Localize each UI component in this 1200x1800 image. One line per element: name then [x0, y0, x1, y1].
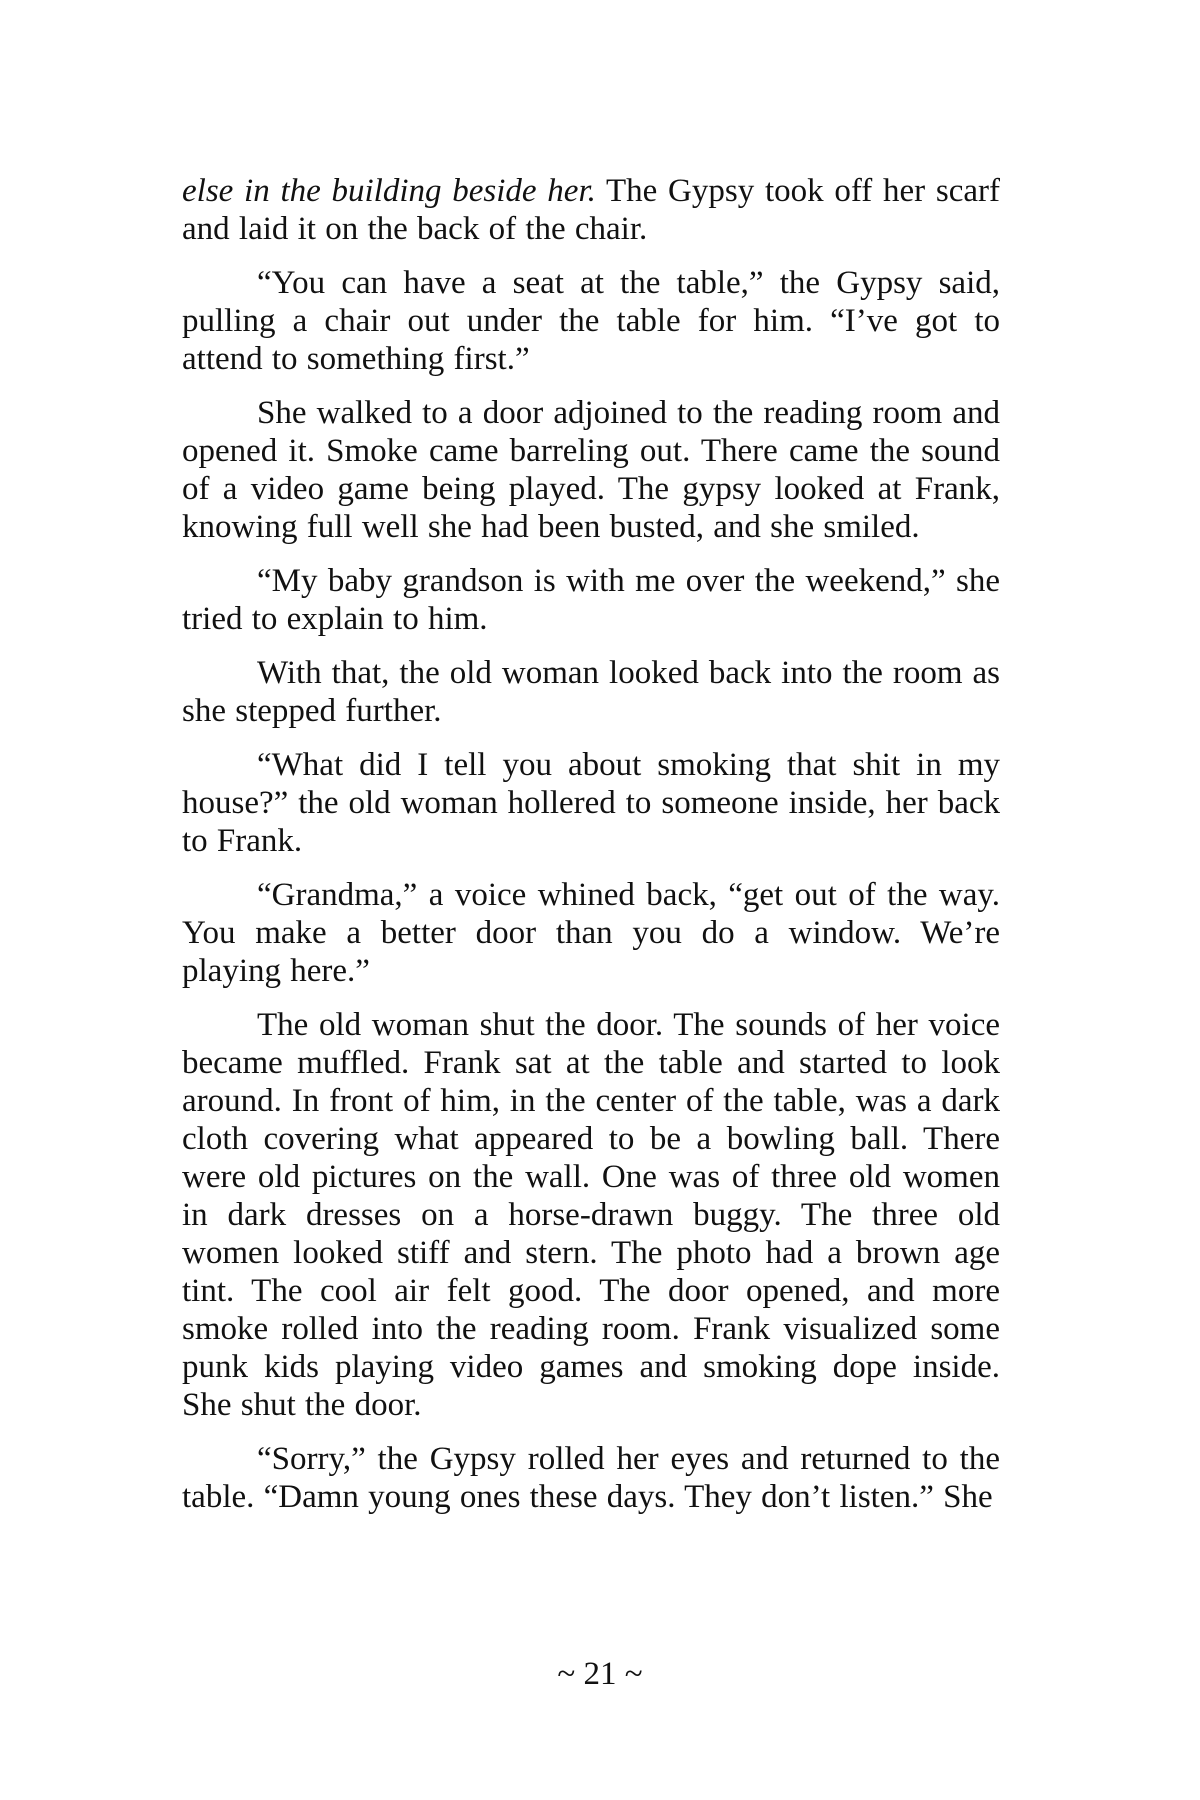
text-segment: With that, the old woman looked back into the room as she stepped further.: [182, 655, 1000, 729]
paragraph: [182, 394, 1000, 546]
paragraph: [182, 1006, 1000, 1424]
text-segment: She walked to a door adjoined to the reading room and opened it. Smoke came barreling out. There came the sound of a video game being played. The gypsy looked at Frank, knowing full well she had been busted, and she smiled.: [182, 395, 1000, 545]
text-segment: “What did I tell you about smoking that shit in my house?” the old woman hollered to someone inside, her back to Frank.: [182, 747, 1000, 859]
page-text: [182, 172, 1000, 1532]
text-segment: The Gypsy took off her scarf and laid it on the back of the chair.: [182, 173, 1000, 247]
text-segment: “You can have a seat at the table,” the Gypsy said, pulling a chair out under the table for him. “I’ve got to attend to something first.”: [182, 265, 1000, 377]
text-segment: else in the building beside her.: [182, 173, 596, 209]
text-segment: “My baby grandson is with me over the weekend,” she tried to explain to him.: [182, 563, 1000, 637]
page-number: ~ 21 ~: [557, 1656, 643, 1692]
paragraph: [182, 1440, 1000, 1516]
text-segment: The old woman shut the door. The sounds of her voice became muffled. Frank sat at the table and started to look around. In front of him, in the center of the table, was a dark cloth covering what appeared to be a bowling ball. There were old pictures on the wall. One was of three old women in dark dresses on a horse-drawn buggy. The three old women looked stiff and stern. The photo had a brown age tint. The cool air felt good. The door opened, and more smoke rolled into the reading room. Frank visualized some punk kids playing video games and smoking dope inside. She shut the door.: [182, 1007, 1000, 1423]
paragraph: [182, 172, 1000, 248]
text-segment: “Grandma,” a voice whined back, “get out of the way. You make a better door than you do a window. We’re playing here.”: [182, 877, 1000, 989]
paragraph: [182, 654, 1000, 730]
paragraph: [182, 746, 1000, 860]
text-segment: “Sorry,” the Gypsy rolled her eyes and returned to the table. “Damn young ones these days. They don’t listen.” She: [182, 1441, 1000, 1515]
page-footer: [0, 1655, 1200, 1693]
paragraph: [182, 264, 1000, 378]
paragraph: [182, 876, 1000, 990]
paragraph: [182, 562, 1000, 638]
